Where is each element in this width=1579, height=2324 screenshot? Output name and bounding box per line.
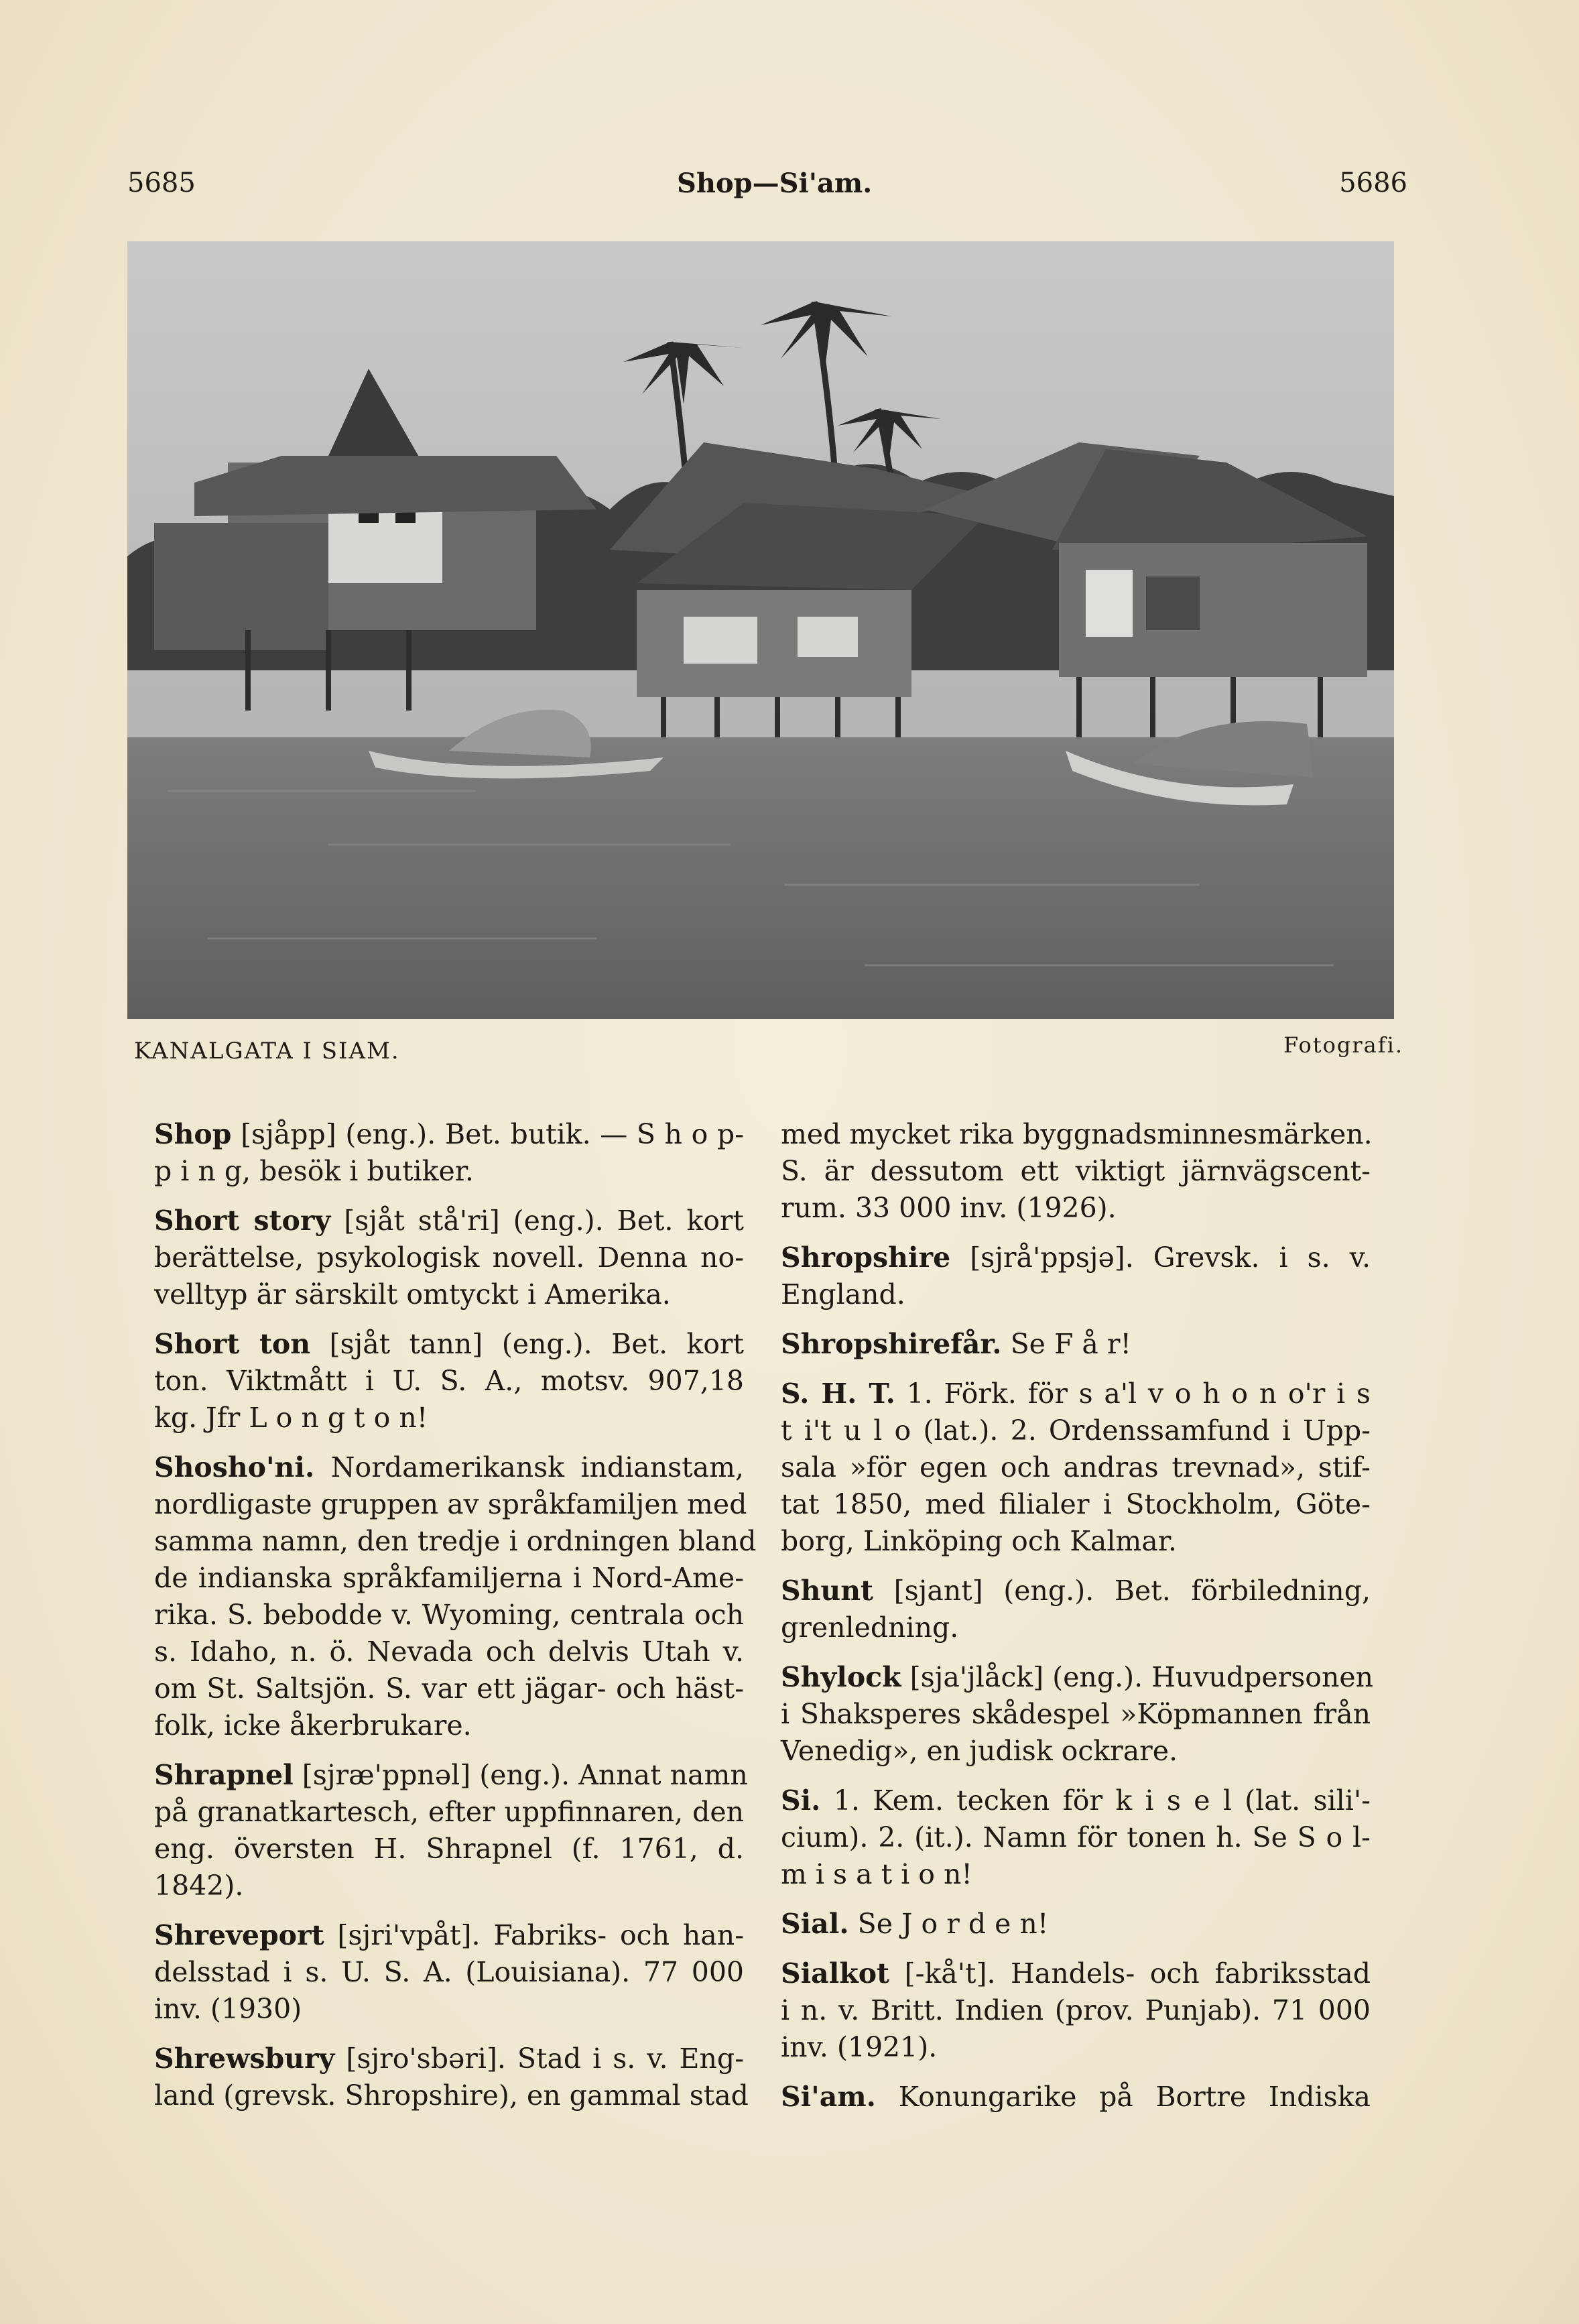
- headword: Shosho'ni.: [154, 1451, 315, 1483]
- headword: Shrewsbury: [154, 2042, 335, 2075]
- entry-text: eng. översten H. Shrapnel (f. 1761, d.: [154, 1833, 744, 1865]
- entry-text: [sjro'sbəri]. Stad i s. v. Eng-: [346, 2042, 744, 2075]
- entry-text: p i n g, besök i butiker.: [154, 1155, 474, 1187]
- entry-text: S. är dessutom ett viktigt järnvägscent-: [781, 1155, 1371, 1187]
- figure-caption: KANALGATA I SIAM.: [134, 1038, 400, 1064]
- entry-text: berättelse, psykologisk novell. Denna no-: [154, 1241, 744, 1274]
- entry-text: samma namn, den tredje i ordningen bland: [154, 1525, 757, 1557]
- entry-text: Nordamerikansk indianstam,: [330, 1451, 744, 1483]
- photograph-canal-street-siam-icon: [127, 241, 1394, 1019]
- entry-text: Se J o r d e n!: [857, 1908, 1049, 1940]
- page-number-right: 5686: [1339, 168, 1407, 198]
- entry-text: inv. (1921).: [781, 2031, 938, 2063]
- entry-text: 1. Kem. tecken för k i s e l (lat. sili'-: [833, 1784, 1371, 1817]
- entry-text: delsstad i s. U. S. A. (Louisiana). 77 000: [154, 1956, 744, 1988]
- entry-sialkot: [781, 1955, 1371, 2066]
- headword: Sialkot: [781, 1957, 890, 1990]
- entry-text: [sjåt tann] (eng.). Bet. kort: [329, 1328, 744, 1360]
- entry-text: m i s a t i o n!: [781, 1858, 972, 1890]
- entry-text: [sjåpp] (eng.). Bet. butik. — S h o p-: [241, 1118, 744, 1150]
- entry-text: folk, icke åkerbrukare.: [154, 1709, 472, 1741]
- headword: Shylock: [781, 1661, 901, 1693]
- entry-text: s. Idaho, n. ö. Nevada och delvis Utah v.: [154, 1636, 744, 1668]
- entry-text: med mycket rika byggnadsminnesmärken.: [781, 1118, 1373, 1150]
- headword: Short story: [154, 1205, 331, 1237]
- entry-text: 1842).: [154, 1870, 244, 1902]
- headword: Shunt: [781, 1575, 873, 1607]
- entry-text: tat 1850, med filialer i Stockholm, Göte-: [781, 1488, 1371, 1520]
- entry-shoshoni: [154, 1449, 757, 1744]
- page-number-left: 5685: [127, 168, 196, 198]
- entry-sht: [781, 1375, 1371, 1560]
- entry-shrewsbury: [154, 2040, 749, 2114]
- entry-text: på granatkartesch, efter uppfinnaren, den: [154, 1796, 744, 1828]
- entry-text: [sjri'vpåt]. Fabriks- och han-: [337, 1919, 744, 1951]
- entry-text: inv. (1930): [154, 1993, 302, 2025]
- entry-short-ton: [154, 1326, 744, 1436]
- entry-text: grenledning.: [781, 1611, 959, 1644]
- entry-text: velltyp är särskilt omtyckt i Amerika.: [154, 1278, 671, 1310]
- entry-text: rika. S. bebodde v. Wyoming, centrala och: [154, 1599, 744, 1631]
- entry-shropshire: [781, 1239, 1371, 1313]
- headword: Shreveport: [154, 1919, 324, 1951]
- entry-text: cium). 2. (it.). Namn för tonen h. Se S o l-: [781, 1821, 1371, 1853]
- canal-photo: [127, 241, 1394, 1019]
- entry-text: 1. Förk. för s a'l v o h o n o'r i s: [906, 1378, 1371, 1410]
- entry-siam: [781, 2079, 1371, 2116]
- entry-text: kg. Jfr L o n g t o n!: [154, 1402, 428, 1434]
- entry-text: England.: [781, 1278, 905, 1310]
- entry-text: de indianska språkfamiljerna i Nord-Ame-: [154, 1562, 744, 1594]
- headword: Si'am.: [781, 2081, 876, 2113]
- entry-text: [sjræ'ppnəl] (eng.). Annat namn: [302, 1759, 748, 1791]
- left-column: [154, 1116, 757, 2127]
- entry-text: [-kå't]. Handels- och fabriksstad: [904, 1957, 1371, 1990]
- entry-si: [781, 1782, 1371, 1893]
- headword: Shropshire: [781, 1241, 951, 1274]
- running-title: Shop—Si'am.: [677, 168, 873, 199]
- right-column: [781, 1116, 1374, 2128]
- headword: Short ton: [154, 1328, 311, 1360]
- entry-shop: [154, 1116, 744, 1190]
- headword: Shropshirefår.: [781, 1328, 1002, 1360]
- entry-short-story: [154, 1203, 744, 1313]
- headword: Sial.: [781, 1908, 849, 1940]
- entry-text: ton. Viktmått i U. S. A., motsv. 907,18: [154, 1365, 744, 1397]
- entry-text: [sjrå'ppsjə]. Grevsk. i s. v.: [970, 1241, 1371, 1274]
- headword: Shrapnel: [154, 1759, 294, 1791]
- entry-text: i n. v. Britt. Indien (prov. Punjab). 71 000: [781, 1994, 1371, 2026]
- entry-shunt: [781, 1573, 1371, 1646]
- entry-shreveport: [154, 1917, 744, 2028]
- entry-shrewsbury-cont: [781, 1116, 1371, 1227]
- headword: Si.: [781, 1784, 821, 1817]
- entry-text: t i't u l o (lat.). 2. Ordenssamfund i Upp-: [781, 1414, 1371, 1447]
- entry-text: rum. 33 000 inv. (1926).: [781, 1192, 1117, 1224]
- entry-text: om St. Saltsjön. S. var ett jägar- och häst-: [154, 1672, 744, 1705]
- figure-credit: Fotografi.: [1283, 1032, 1403, 1058]
- entry-text: Venedig», en judisk ockrare.: [781, 1735, 1178, 1767]
- headword: Shop: [154, 1118, 232, 1150]
- headword: S. H. T.: [781, 1378, 895, 1410]
- entry-text: Konungarike på Bortre Indiska: [898, 2081, 1371, 2113]
- entry-text: [sja'jlåck] (eng.). Huvudpersonen: [909, 1661, 1374, 1693]
- entry-text: sala »för egen och andras trevnad», stif-: [781, 1451, 1371, 1483]
- entry-text: [sjåt stå'ri] (eng.). Bet. kort: [344, 1205, 744, 1237]
- entry-shrapnel: [154, 1757, 748, 1904]
- entry-text: nordligaste gruppen av språkfamiljen med: [154, 1488, 747, 1520]
- entry-shropshirefar: [781, 1326, 1371, 1363]
- entry-text: i Shaksperes skådespel »Köpmannen från: [781, 1698, 1371, 1730]
- entry-text: [sjant] (eng.). Bet. förbiledning,: [893, 1575, 1371, 1607]
- entry-text: borg, Linköping och Kalmar.: [781, 1525, 1177, 1557]
- page-header: [127, 168, 1407, 215]
- entry-text: Se F å r!: [1010, 1328, 1131, 1360]
- entry-sial: [781, 1906, 1371, 1943]
- entry-text: land (grevsk. Shropshire), en gammal stad: [154, 2079, 749, 2112]
- entry-shylock: [781, 1659, 1374, 1770]
